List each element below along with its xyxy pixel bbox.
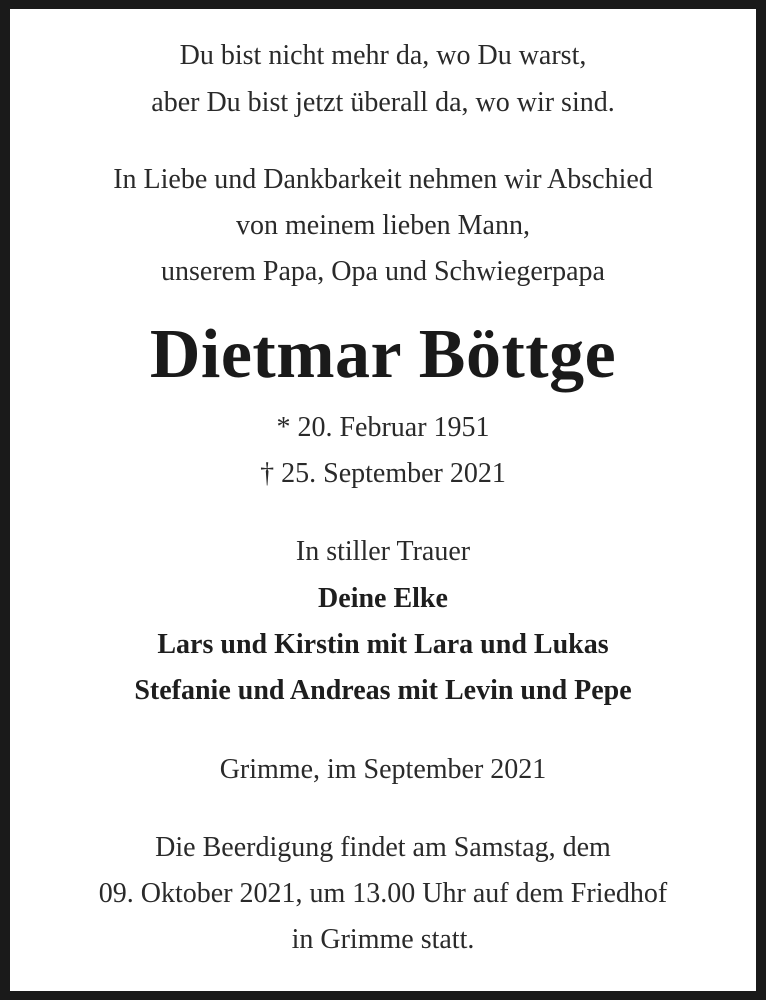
mourner-2: Lars und Kirstin mit Lara und Lukas xyxy=(157,629,609,660)
poem-line-1: Du bist nicht mehr da, wo Du warst, xyxy=(179,40,587,71)
place-date: Grimme, im September 2021 xyxy=(219,754,547,785)
funeral-line-1: Die Beerdigung findet am Samstag, dem xyxy=(155,832,611,863)
intro-line-3: unserem Papa, Opa und Schwiegerpapa xyxy=(161,256,605,287)
funeral-line-2: 09. Oktober 2021, um 13.00 Uhr auf dem Friedhof xyxy=(98,878,668,909)
funeral-line-3: in Grimme statt. xyxy=(291,924,475,955)
deceased-name: Dietmar Böttge xyxy=(149,316,617,393)
mourner-1: Deine Elke xyxy=(318,583,448,614)
death-date: † 25. September 2021 xyxy=(260,458,506,489)
mourning-intro: In stiller Trauer xyxy=(295,536,471,567)
poem-line-2: aber Du bist jetzt überall da, wo wir sind. xyxy=(151,87,615,118)
intro-line-2: von meinem lieben Mann, xyxy=(236,210,530,241)
birth-date: * 20. Februar 1951 xyxy=(276,412,490,443)
mourner-3: Stefanie und Andreas mit Levin und Pepe xyxy=(134,675,632,706)
intro-line-1: In Liebe und Dankbarkeit nehmen wir Abschied xyxy=(113,164,653,195)
